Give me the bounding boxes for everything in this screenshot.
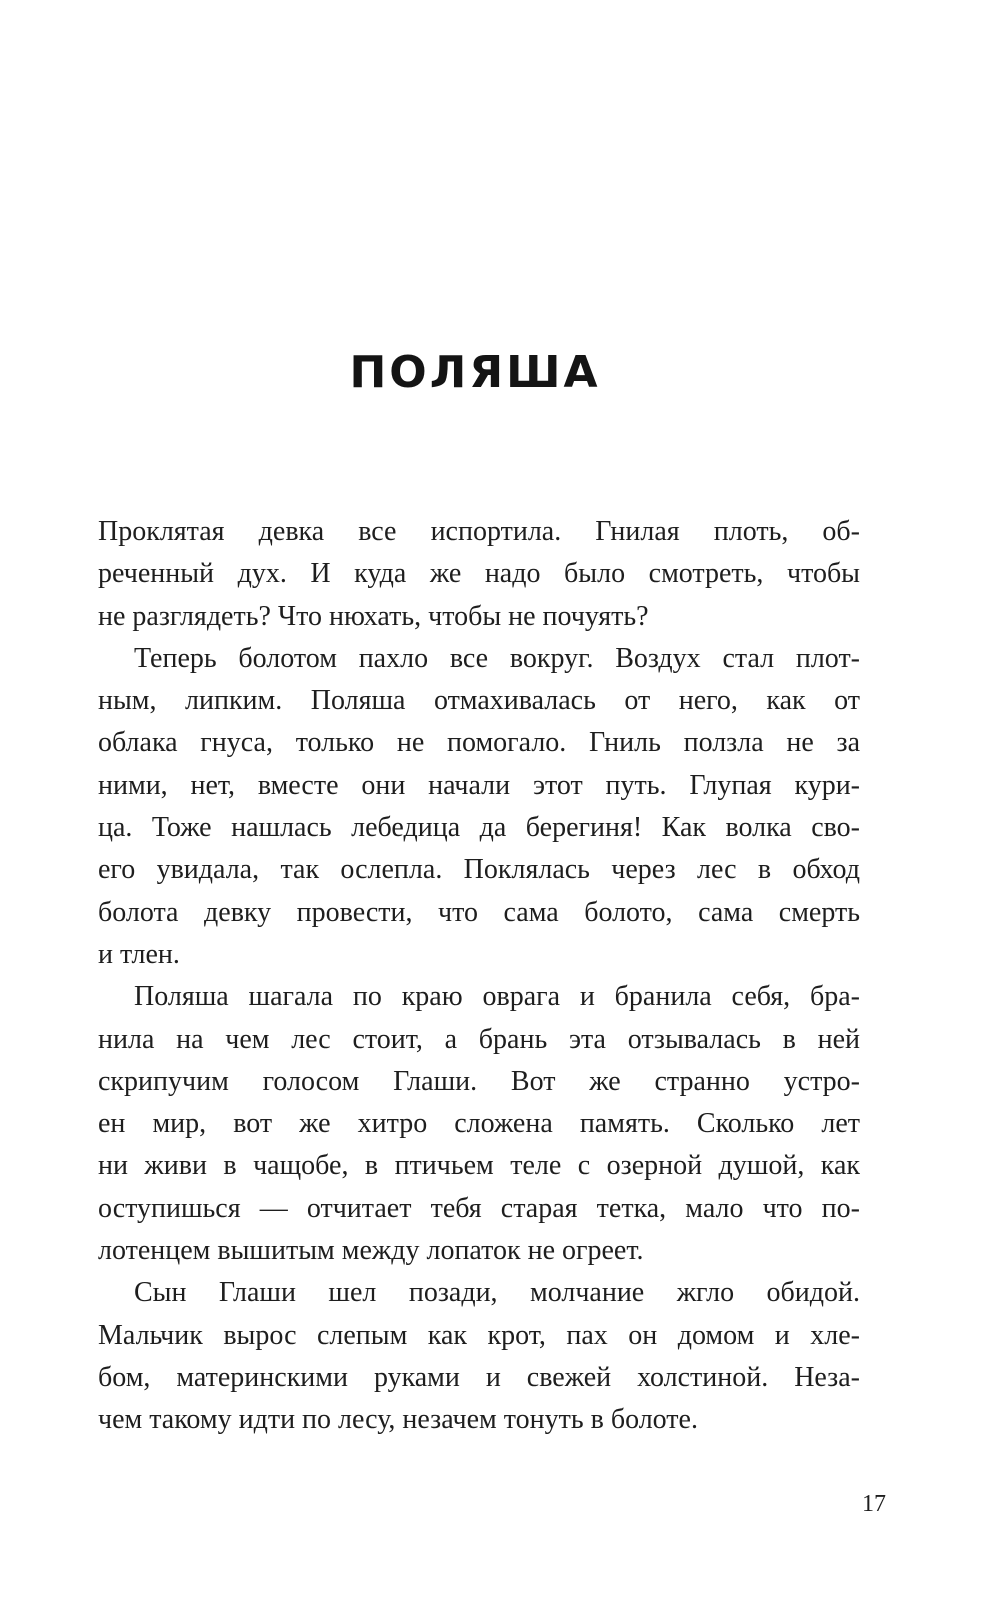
text-line: бом, материнскими руками и свежей холстиной. Неза- (98, 1361, 860, 1393)
text-line: болота девку провести, что сама болото, сама смерть (98, 896, 860, 928)
page-number: 17 (862, 1491, 886, 1517)
text-line: оступишься — отчитает тебя старая тетка, мало что по- (98, 1192, 860, 1224)
text-line: Теперь болотом пахло все вокруг. Воздух стал плот- (134, 642, 860, 674)
text-line: ным, липким. Поляша отмахивалась от него, как от (98, 685, 860, 717)
text-line: его увидала, так ослепла. Поклялась через лес в обход (98, 854, 860, 886)
text-line: Проклятая девка все испортила. Гнилая плоть, об- (98, 516, 860, 547)
text-line: реченный дух. И куда же надо было смотреть, чтобы (98, 558, 860, 590)
paragraph (98, 511, 860, 638)
text-line: Поляша шагала по краю оврага и бранила себя, бра- (134, 981, 860, 1013)
text-line: облака гнуса, только не помогало. Гниль ползла не за (98, 727, 860, 759)
text-line: и тлен. (98, 938, 180, 970)
text-line: ни живи в чащобе, в птичьем теле с озерной душой, как (98, 1150, 860, 1182)
text-line: Сын Глаши шел позади, молчание жгло обидой. (134, 1277, 860, 1309)
text-line: нила на чем лес стоит, а брань эта отзывалась в ней (98, 1023, 860, 1055)
text-line: чем такому идти по лесу, незачем тонуть в болоте. (98, 1404, 698, 1436)
text-line: не разглядеть? Что нюхать, чтобы не почуять? (98, 600, 649, 632)
body-text (98, 511, 860, 1442)
text-line: Мальчик вырос слепым как крот, пах он домом и хле- (98, 1319, 860, 1351)
text-line: ца. Тоже нашлась лебедица да берегиня! Как волка сво- (98, 812, 860, 844)
paragraph (98, 1272, 860, 1441)
text-line: ними, нет, вместе они начали этот путь. Глупая кури- (98, 769, 860, 801)
text-line: лотенцем вышитым между лопаток не огреет. (98, 1235, 644, 1267)
text-line: ен мир, вот же хитро сложена память. Сколько лет (98, 1108, 860, 1140)
text-line: скрипучим голосом Глаши. Вот же странно устро- (98, 1065, 860, 1097)
chapter-title: ПОЛЯША (349, 347, 601, 398)
paragraph (98, 976, 860, 1272)
paragraph (98, 638, 860, 976)
